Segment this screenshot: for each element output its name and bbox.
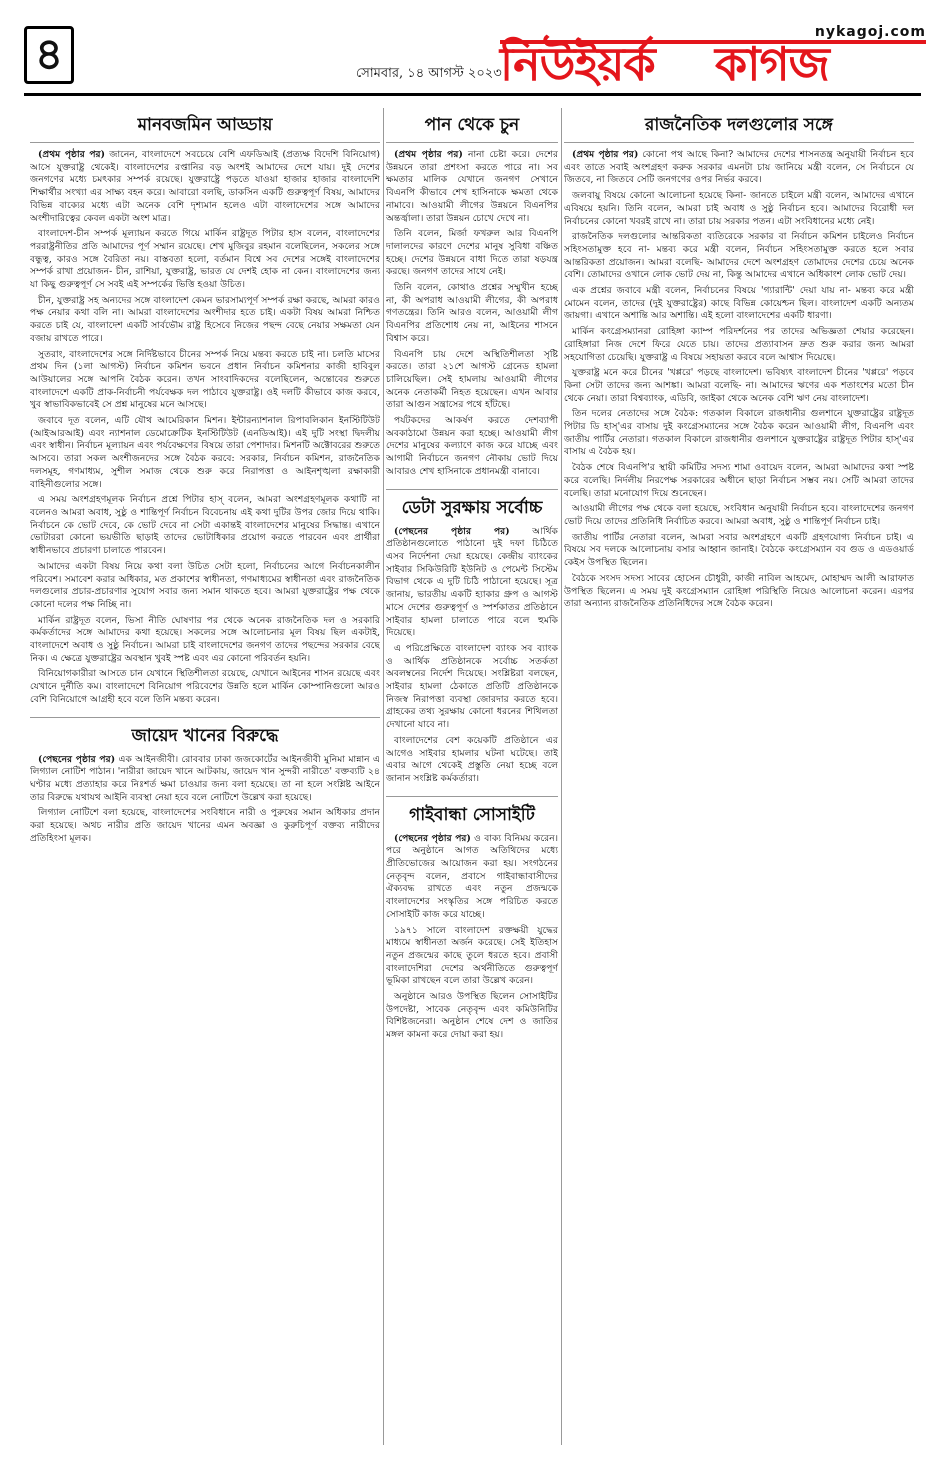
column-right xyxy=(564,108,914,1448)
article-headline: মানবজমিন আড্ডায় xyxy=(30,112,380,143)
article-paragraph: তিন দলের নেতাদের সঙ্গে বৈঠক: গতকাল বিকালে রাজধানীর গুলশানে যুক্তরাষ্ট্রের রাষ্ট্রদূত পিটার ডি হাস্'এর বাসায় দুই কংগ্রেসম্যানের সঙ্গে বৈঠক করেন আওয়ামী লীগ, বিএনপি এবং জাতীয় পার্টির নেতারা। গতকাল বিকালে রাজধানীর গুলশানে যুক্তরাষ্ট্রের রাষ্ট্রদূত পিটার হাস্'এর বাসায় এ বৈঠক হয়। xyxy=(564,408,914,458)
article-headline: গাইবান্ধা সোসাইটি xyxy=(386,796,558,827)
article-paragraph: তিনি বলেন, মির্জা ফখরুল আর বিএনপি দালালদের কারণে দেশের মানুষ সুবিধা বঞ্চিত হচ্ছে। দেশের উন্নয়নে বাধা দিতে তারা ষড়যন্ত্র করছে। জনগণ তাদের সাথে নেই। xyxy=(386,228,558,278)
article-paragraph: লিগ্যাল নোটিশে বলা হয়েছে, বাংলাদেশের সংবিধানে নারী ও পুরুষের সমান অধিকার প্রদান করা হয়েছে। অথচ নারীর প্রতি জায়েদ খানের এমন অবজ্ঞা ও কুরুচিপূর্ণ বক্তব্য নারীদের প্রতিহিংসা মূলক। xyxy=(30,807,380,844)
article-paragraph: (পেছনের পৃষ্ঠার পর) ও বাক্য বিনিময় করেন। পরে অনুষ্ঠানে আগত অতিথিদের মধ্যে প্রীতিভোজের আয়োজন করা হয়। সংগঠনের নেতৃবৃন্দ বলেন, প্রবাসে গাইবান্ধাবাসীদের ঐক্যবদ্ধ রাখতে এবং নতুন প্রজন্মকে বাংলাদেশের সংস্কৃতির সঙ্গে পরিচিত করতে সোসাইটি কাজ করে যাচ্ছে। xyxy=(386,832,558,920)
article-paragraph: পর্যটকদের আকর্ষণ করতে দেশব্যাপী অবকাঠামো উন্নয়ন করা হচ্ছে। আওয়ামী লীগ দেশের মানুষের কল্যাণে কাজ করে যাচ্ছে এবং আগামী নির্বাচনে জনগণ নৌকায় ভোট দিয়ে আবারও শেখ হাসিনাকে প্রধানমন্ত্রী বানাবে। xyxy=(386,415,558,477)
article-paragraph: বৈঠকে সংসদ সদস্য সাবের হোসেন চৌধুরী, কাজী নাবিল আহমেদ, মোহাম্মদ আলী আরাফাত উপস্থিত ছিলেন। এ সময় দুই কংগ্রেসম্যান রোহিঙ্গা পরিস্থিতি নিয়েও আলোচনা করেন। এরপর তারা অন্যান্য রাজনৈতিক প্রতিনিধিদের সঙ্গে বৈঠক করেন। xyxy=(564,572,914,610)
article-paragraph: বাংলাদেশ-চীন সম্পর্ক মূল্যায়ন করতে গিয়ে মার্কিন রাষ্ট্রদূত পিটার হাস বলেন, বাংলাদেশের পররাষ্ট্রনীতির প্রতি আমাদের পূর্ণ সম্মান রয়েছে। শেখ মুজিবুর রহমান বলেছিলেন, সকলের সঙ্গে বন্ধুত্ব, কারও সঙ্গে বৈরিতা নয়। বাস্তবতা হলো, বর্তমান বিশ্বে সব দেশের সঙ্গেই বাংলাদেশের সম্পর্ক রাখা প্রয়োজন- চীন, রাশিয়া, যুক্তরাষ্ট্র, ভারত যে দেশই হোক না কেন। বাংলাদেশের জন্য যা কিছু গুরুত্বপূর্ণ সে সবই এই সম্পর্কের ভিত্তি হওয়া উচিত। xyxy=(30,228,380,291)
article-paragraph: (প্রথম পৃষ্ঠার পর) জানেন, বাংলাদেশে সবচেয়ে বেশি এফডিআই (প্রত্যক্ষ বিদেশি বিনিয়োগ) আসে যুক্তরাষ্ট্র থেকেই। বাংলাদেশের রপ্তানির বড় অংশই আমাদের দেশে যায়। দুই দেশের জনগণের মধ্যে চমৎকার সম্পর্ক রয়েছে। যুক্তরাষ্ট্রে পড়তে যাওয়া হাজার হাজার বাংলাদেশি শিক্ষার্থীর সংখ্যা এর সাক্ষ্য বহন করে। আবারো বলছি, ডাকসিন একটি গুরুত্বপূর্ণ বিষয়, আমাদের বিভিন্ন বাক্যের মধ্যে এটা অনেক বেশি দৃশ্যমান হলেও এটা বাংলাদেশের সঙ্গে আমাদের অংশীদারিত্বের কেবল একটা অংশ মাত্র। xyxy=(30,149,380,224)
article-paragraph: (প্রথম পৃষ্ঠার পর) নানা চেষ্টা করে। দেশের উন্নয়নে তারা প্রশংসা করতে পারে না। সব ক্ষমতার মালিক যেখানে জনগণ সেখানে বিএনপি কীভাবে শেখ হাসিনাকে ক্ষমতা থেকে নামাবে। আওয়ামী লীগের উন্নয়নে বিএনপির অন্তর্জ্বালা। তারা উন্নয়ন চোখে দেখে না। xyxy=(386,149,558,224)
newspaper-logo xyxy=(500,24,926,91)
logo-site-url: nykagoj.com xyxy=(814,24,926,40)
logo-word-newyork: নিউইয়র্ক xyxy=(500,37,655,91)
article-paragraph: মার্কিন কংগ্রেসম্যানরা রোহিঙ্গা ক্যাম্প পরিদর্শনের পর তাদের অভিজ্ঞতা শেয়ার করেছেন। রোহিঙ্গারা নিজ দেশে ফিরে যেতে চায়। তাদের প্রত্যাবাসন দ্রুত শুরু করার জন্য আমরা সহযোগিতা চেয়েছি। যুক্তরাষ্ট্র এ বিষয়ে সহায়তা করবে বলে আশ্বাস দিয়েছে। xyxy=(564,326,914,363)
article-headline: ডেটা সুরক্ষায় সর্বোচ্চ xyxy=(386,489,558,520)
article-paragraph: এ সময় অংশগ্রহণমূলক নির্বাচন প্রশ্নে পিটার হাস্ বলেন, আমরা অংশগ্রহণমূলক কথাটি না বলেনও আমরা অবাধ, সুষ্ঠু ও শান্তিপূর্ণ নির্বাচন বিবেচনায় এই কথা দুটির উপর জোর দিয়ে থাকি। নির্বাচনে কে ভোট দেবে, কে ভোট দেবে না সেটা একান্তই বাংলাদেশের মানুষের সিদ্ধান্ত। এখানে ভোটাররা কোনো ভয়ভীতি ছাড়াই তাদের ভোটাধিকার প্রয়োগ করতে পারবেন এবং প্রার্থীরা স্বাধীনভাবে প্রচারণা চালাতে পারবেন। xyxy=(30,494,380,557)
article-paragraph: বিএনপি চায় দেশে অস্থিতিশীলতা সৃষ্টি করতে। তারা ২১শে আগস্ট গ্রেনেড হামলা চালিয়েছিল। সেই হামলায় আওয়ামী লীগের অনেক নেতাকর্মী নিহত হয়েছেন। এখন আবার তারা আগুন সন্ত্রাসের পথে হাঁটছে। xyxy=(386,348,558,411)
article-paragraph: এক প্রশ্নের জবাবে মন্ত্রী বলেন, নির্বাচনের বিষয়ে 'গ্যারান্টি' দেয়া যায় না- মন্তব্য করে মন্ত্রী মোমেন বলেন, তাদের (দুই যুক্তরাষ্ট্রের) কাছে বিভিন্ন কোয়েশ্চন ছিল। বাংলাদেশ একটি অন্যতম জায়গা। এখানে অশান্তি আর অশান্তি। এই হলো বাংলাদেশের একটি ধারণা। xyxy=(564,285,914,322)
logo-word-kagoj: কাগজ xyxy=(715,37,829,91)
article-paragraph: তিনি বলেন, কোথাও প্রশ্নের সম্মুখীন হচ্ছে না, কী অপরাধ আওয়ামী লীগের, কী অপরাধ গণতন্ত্রের। তিনি আরও বলেন, আওয়ামী লীগ বিএনপির প্রতিশোধ নেয় না, আইনের শাসনে বিশ্বাস করে। xyxy=(386,282,558,344)
article-paragraph: এ পরিপ্রেক্ষিতে বাংলাদেশ ব্যাংক সব ব্যাংক ও আর্থিক প্রতিষ্ঠানকে সর্বোচ্চ সতর্কতা অবলম্বনের নির্দেশ দিয়েছে। সংশ্লিষ্টরা বলছেন, সাইবার হামলা ঠেকাতে প্রতিটি প্রতিষ্ঠানকে নিজস্ব নিরাপত্তা ব্যবস্থা জোরদার করতে হবে। গ্রাহকের তথ্য সুরক্ষায় কোনো ধরনের শিথিলতা দেখানো যাবে না। xyxy=(386,642,558,731)
article-paragraph: যুক্তরাষ্ট্র মনে করে চীনের 'খপ্পরে' পড়ছে বাংলাদেশ। ভবিষ্যৎ বাংলাদেশ চীনের 'খপ্পরে' পড়বে কিনা সেটা তাদের জন্য আশঙ্কা। আমরা বলেছি- না। আমাদের ঋণের এক শতাংশের মতো চীন থেকে নেয়া। তারা বিশ্বব্যাংক, এডিবি, জাইকা থেকে অনেক বেশি ঋণ নেয় বাংলাদেশ। xyxy=(564,367,914,404)
article-headline: জায়েদ খানের বিরুদ্ধে xyxy=(30,717,380,748)
article-paragraph: মার্কিন রাষ্ট্রদূত বলেন, ভিসা নীতি ঘোষণার পর থেকে অনেক রাজনৈতিক দল ও সরকারি কর্মকর্তাদের সঙ্গে আমাদের কথা হয়েছে। সকলের সঙ্গে আলোচনার মূল বিষয় ছিল একটাই, বাংলাদেশে অবাধ ও সুষ্ঠু নির্বাচন। আমরা চাই বাংলাদেশের জনগণ তাদের পছন্দের সরকার বেছে নিক। এ ক্ষেত্রে যুক্তরাষ্ট্রের অবস্থান খুবই স্পষ্ট এবং এর কোনো পরিবর্তন হয়নি। xyxy=(30,614,380,664)
article-paragraph: জবাবে দূত বলেন, এটি যৌথ আমেরিকান মিশন। ইন্টারন্যাশনাল রিপাবলিকান ইনস্টিটিউট (আইআরআই) এবং ন্যাশনাল ডেমোক্রেটিক ইনস্টিটিউট (এনডিআই)। এই দুটি সংস্থা দ্বিদলীয় এবং স্বাধীন। নির্বাচন মূল্যায়ন এবং পর্যবেক্ষণের বিষয়ে তারা পেশাদার। মিশনটি অক্টোবরের শুরুতে আসবে। তারা সকল অংশীজনদের সঙ্গে বৈঠক করবে: সরকার, নির্বাচন কমিশন, রাজনৈতিক দলসমূহ, গণমাধ্যম, সুশীল সমাজ থেকে শুরু করে নিরাপত্তা ও আইনশৃঙ্খলা রক্ষাকারী বাহিনীগুলোর সঙ্গে। xyxy=(30,415,380,490)
article-paragraph: ১৯৭১ সালে বাংলাদেশ রক্তক্ষয়ী যুদ্ধের মাধ্যমে স্বাধীনতা অর্জন করেছে। সেই ইতিহাস নতুন প্রজন্মের কাছে তুলে ধরতে হবে। প্রবাসী বাংলাদেশিরা দেশের অর্থনীতিতে গুরুত্বপূর্ণ ভূমিকা রাখছেন বলে তারা উল্লেখ করেন। xyxy=(386,924,558,987)
column-left xyxy=(30,108,380,1448)
article-paragraph: অনুষ্ঠানে আরও উপস্থিত ছিলেন সোসাইটির উপদেষ্টা, সাবেক নেতৃবৃন্দ এবং কমিউনিটির বিশিষ্টজনেরা। অনুষ্ঠান শেষে দেশ ও জাতির মঙ্গল কামনা করে দোয়া করা হয়। xyxy=(386,991,558,1041)
column-divider xyxy=(561,108,562,1445)
page-number: ৪ xyxy=(24,26,74,84)
article-paragraph: (প্রথম পৃষ্ঠার পর) কোনো পথ আছে কিনা? আমাদের দেশের শাসনতন্ত্র অনুযায়ী নির্বাচন হবে এবং তাতে সবাই অংশগ্রহণ করুক সরকার এমনটা চায় জানিয়ে মন্ত্রী বলেন, সে নির্বাচনে যে জিতবে, না জিতবে সেটি জনগণের ওপর নির্ভর করবে। xyxy=(564,149,914,186)
article-paragraph: চীন, যুক্তরাষ্ট্র সহ অন্যদের সঙ্গে বাংলাদেশ কেমন ভারসাম্যপূর্ণ সম্পর্ক রক্ষা করছে, আমরা কারও পক্ষ নেয়ার কথা বলি না। আমরা বাংলাদেশের অংশীদার হতে চাই। একটা বিষয় আমরা নিশ্চিত করতে চাই যে, বাংলাদেশ একটি সার্বভৌম রাষ্ট্র হিসেবে নিজের পছন্দ বেছে নেয়ার সক্ষমতা যেন বজায় রাখতে পারে। xyxy=(30,294,380,344)
article-paragraph: জলবায়ু বিষয়ে কোনো আলোচনা হয়েছে কিনা- জানতে চাইলে মন্ত্রী বলেন, আমাদের এখানে এবিষয়ে হয়নি। তিনি বলেন, আমরা চাই অবাধ ও সুষ্ঠু নির্বাচন হবে। আমাদের বিরোধী দল নির্বাচনের কোনো খবরই রাখে না। তারা চায় সরকার পতন। এটা সংবিধানের মধ্যে নেই। xyxy=(564,190,914,227)
header-divider xyxy=(24,93,921,96)
article-paragraph: জাতীয় পার্টির নেতারা বলেন, আমরা সবার অংশগ্রহণে একটি গ্রহণযোগ্য নির্বাচন চাই। এ বিষয়ে সব দলকে আলোচনায় বসার আহ্বান জানাই। বৈঠকে কংগ্রেসম্যান বব গুড ও এডওয়ার্ড কেইস উপস্থিত ছিলেন। xyxy=(564,531,914,569)
article-paragraph: (পেছনের পৃষ্ঠার পর) আর্থিক প্রতিষ্ঠানগুলোতে পাঠানো দুই দফা চিঠিতে এসব নির্দেশনা দেয়া হয়েছে। কেন্দ্রীয় ব্যাংকের সাইবার সিকিউরিটি ইউনিট ও পেমেন্ট সিস্টেম বিভাগ থেকে এ দুটি চিঠি পাঠানো হয়েছে। সূত্র জানায়, ভারতীয় একটি হ্যাকার গ্রুপ ও আগস্ট মাসে দেশের গুরুত্বপূর্ণ ও স্পর্শকাতর প্রতিষ্ঠানে সাইবার হামলা চালাতে পারে বলে হুমকি দিয়েছে। xyxy=(386,525,558,639)
article-paragraph: রাজনৈতিক দলগুলোর আন্তরিকতা ব্যতিরেকে সরকার বা নির্বাচন কমিশন চাইলেও নির্বাচন সহিংসতামুক্ত হবে না- মন্তব্য করে মন্ত্রী বলেন, নির্বাচন সহিংসতামুক্ত করতে হলে সবার আন্তরিকতা প্রয়োজন। আমরা বলেছি- আমাদের দেশে অংশগ্রহণ তোমাদের দেশের চেয়ে অনেক বেশি। তোমাদের ওখানে লোক ভোট দেয় না, কিন্তু আমাদের এখানে অধিকাংশ লোক ভোট দেয়। xyxy=(564,231,914,281)
article-paragraph: (পেছনের পৃষ্ঠার পর) এক আইনজীবী। রোববার ঢাকা জজকোর্টের আইনজীবী মুনিমা মান্নান এ লিগ্যাল নোটিশ পাঠান। 'নারীরা জায়েদ খানে আটকায়, জায়েদ খান সুন্দরী নারীতে' বক্তব্যটি ২৪ ঘণ্টার মধ্যে প্রত্যাহার করে নিঃশর্ত ক্ষমা চাওয়ার জন্য বলা হয়েছে। তা না হলে সংশ্লিষ্ট আইনে তার বিরুদ্ধে যথাযথ আইনি ব্যবস্থা নেয়া হবে বলে নোটিশে উল্লেখ করা হয়েছে। xyxy=(30,753,380,803)
article-headline: পান থেকে চুন xyxy=(386,112,558,143)
dateline: সোমবার, ১৪ আগস্ট ২০২৩ xyxy=(356,66,502,81)
article-paragraph: সুতরাং, বাংলাদেশের সঙ্গে নির্দিষ্টভাবে চীনের সম্পর্ক নিয়ে মন্তব্য করতে চাই না। চলতি মাসের প্রথম দিন (১লা আগস্ট) নির্বাচন কমিশন ভবনে প্রধান নির্বাচন কমিশনার কাজী হাবিবুল আউয়ালের সঙ্গে আপনি বৈঠক করেন। তখন সাংবাদিকদের বলেছিলেন, অন্তোবের শুরুতে বাংলাদেশে একটি প্রাক-নির্বাচনী পর্যবেক্ষক দল পাঠাবে যুক্তরাষ্ট্র। ওই দলটি কীভাবে কাজ করবে, খুব স্বাভাবিকভাবেই সে প্রশ্ন মানুষের মনে আসছে। xyxy=(30,348,380,411)
article-paragraph: বিনিয়োগকারীরা আসতে চান যেখানে স্থিতিশীলতা রয়েছে, যেখানে আইনের শাসন রয়েছে এবং যেখানে দুর্নীতি কম। বাংলাদেশে বিনিয়োগ পরিবেশের উন্নতি হলে মার্কিন কোম্পানিগুলো আরও বেশি বিনিয়োগে আগ্রহী হবে বলে তিনি মন্তব্য করেন। xyxy=(30,668,380,705)
article-paragraph: আওয়ামী লীগের পক্ষ থেকে বলা হয়েছে, সংবিধান অনুযায়ী নির্বাচন হবে। বাংলাদেশের জনগণ ভোট দিয়ে তাদের প্রতিনিধি নির্বাচিত করবে। আমরা অবাধ, সুষ্ঠু ও শান্তিপূর্ণ নির্বাচন চাই। xyxy=(564,503,914,527)
article-paragraph: আমাদের একটা বিষয় নিয়ে কথা বলা উচিত সেটা হলো, নির্বাচনের আগে নির্বাচনকালীন পরিবেশ। সমাবেশ করার অধিকার, মত প্রকাশের স্বাধীনতা, গণমাধ্যমের স্বাধীনতা এবং রাজনৈতিক দলগুলোর প্রচার-প্রচারণার সুযোগ সবার জন্য সমান থাকতে হবে। আমরা যুক্তরাষ্ট্রের পক্ষ থেকে কোনো দলের পক্ষ নিচ্ছি না। xyxy=(30,560,380,610)
article-paragraph: বৈঠক শেষে বিএনপি'র স্থায়ী কমিটির সদস্য শামা ওবায়েদ বলেন, আমরা আমাদের কথা স্পষ্ট করে বলেছি। নির্দলীয় নিরপেক্ষ সরকারের অধীনে ছাড়া নির্বাচন সম্ভব নয়। সেটি আমরা তাদের বলেছি। তারা মনোযোগ দিয়ে শুনেছেন। xyxy=(564,462,914,499)
column-divider xyxy=(383,108,384,1445)
article-headline: রাজনৈতিক দলগুলোর সঙ্গে xyxy=(564,112,914,143)
column-middle xyxy=(386,108,558,1448)
article-paragraph: বাংলাদেশের বেশ কয়েকটি প্রতিষ্ঠানে এর আগেও সাইবার হামলার ঘটনা ঘটেছে। তাই এবার আগে থেকেই প্রস্তুতি নেয়া হচ্ছে বলে জানান সংশ্লিষ্ট কর্মকর্তারা। xyxy=(386,734,558,784)
